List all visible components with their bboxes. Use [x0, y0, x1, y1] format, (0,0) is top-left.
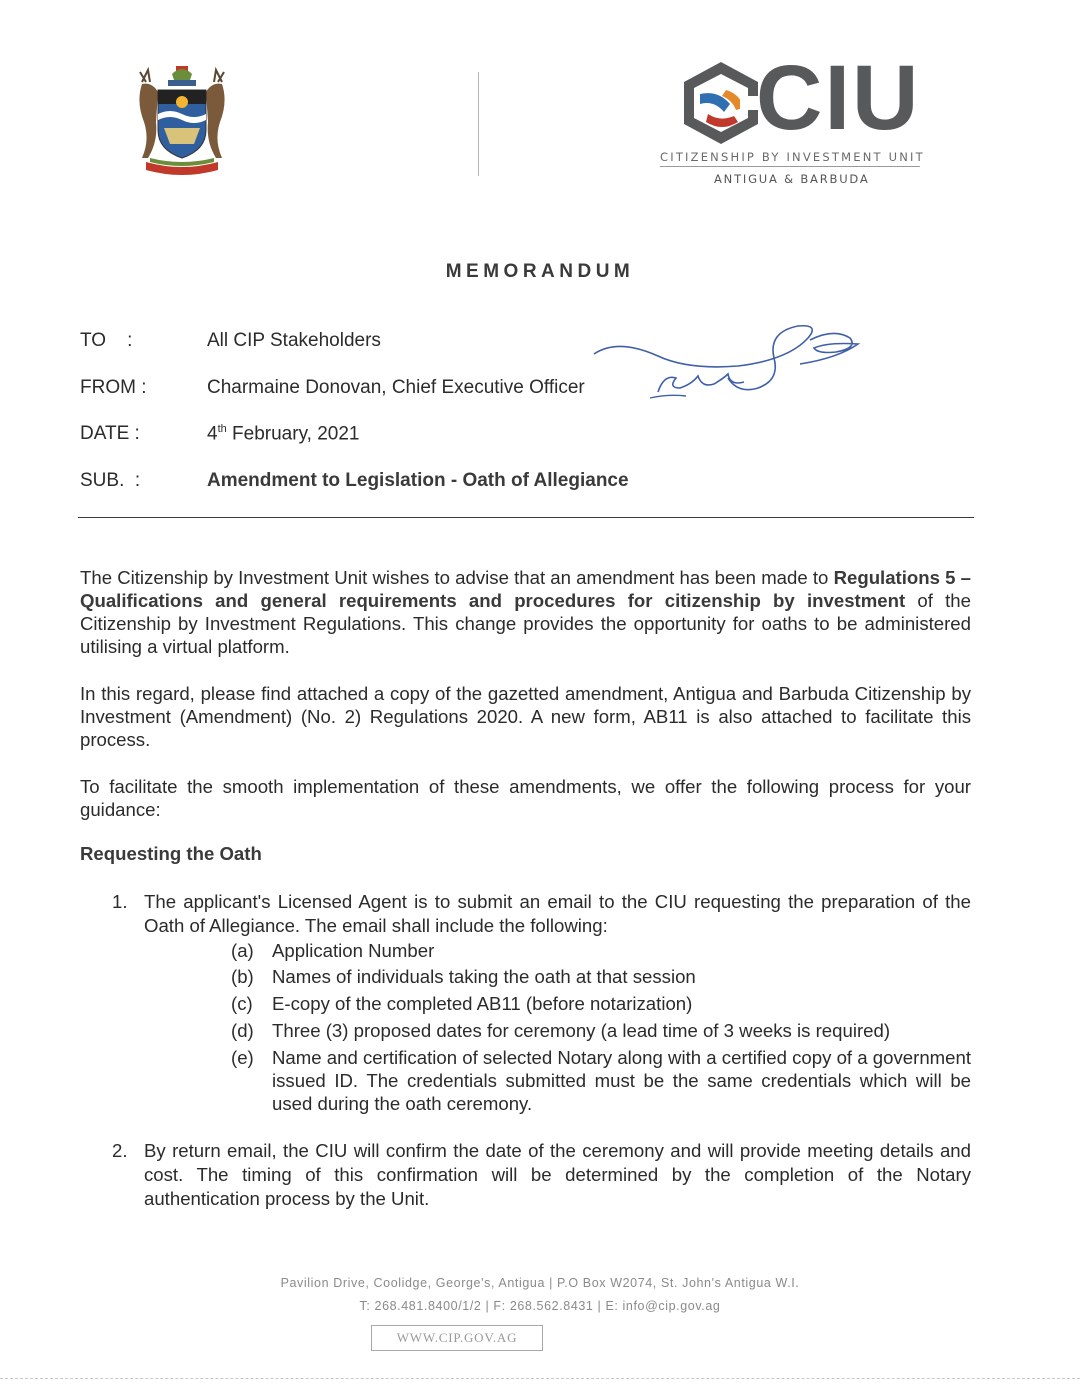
- list-item-text: The applicant's Licensed Agent is to submit an email to the CIU requesting the preparation of the Oath of Allegiance. The email shall include the following:: [144, 891, 971, 936]
- sub-item-text: Names of individuals taking the oath at that session: [272, 966, 696, 987]
- memo-to-label: TO :: [80, 330, 133, 351]
- paragraph-1-start: The Citizenship by Investment Unit wishes to advise that an amendment has been made to: [80, 567, 834, 588]
- memo-title: MEMORANDUM: [445, 261, 635, 282]
- memo-subject-value: Amendment to Legislation - Oath of Allegiance: [207, 470, 629, 491]
- sub-item-letter: (e): [231, 1047, 254, 1068]
- ciu-logo: [660, 47, 925, 190]
- sub-item-text: Name and certification of selected Notary along with a certified copy of a government issued ID. The credentials submitted must be the same credentials which will be used during the oath ceremony.: [272, 1047, 971, 1114]
- handwritten-signature-icon: [588, 318, 864, 408]
- memo-date-suffix: th: [217, 423, 227, 435]
- memo-subject-label: SUB. :: [80, 470, 141, 491]
- memo-date-day: 4: [207, 423, 218, 445]
- list-item-number: 2.: [112, 1140, 128, 1161]
- header-divider: [478, 72, 479, 176]
- sub-item-letter: (c): [231, 993, 253, 1014]
- sub-item-letter: (d): [231, 1020, 254, 1041]
- memo-from-value: Charmaine Donovan, Chief Executive Officer: [207, 377, 585, 398]
- coat-of-arms-icon: [128, 62, 236, 182]
- paragraph-1: [80, 566, 971, 658]
- memo-from-label: FROM :: [80, 377, 147, 398]
- footer-contact: T: 268.481.8400/1/2 | F: 268.562.8431 | E: info@cip.gov.ag: [359, 1299, 721, 1313]
- sub-item-text: Three (3) proposed dates for ceremony (a lead time of 3 weeks is required): [272, 1020, 891, 1041]
- paragraph-1-end: of the Citizenship by Investment Regulations. This change provides the opportunity for oaths to be administered utilising a virtual platform.: [80, 590, 971, 657]
- footer-website[interactable]: WWW.CIP.GOV.AG: [371, 1325, 543, 1351]
- paragraph-2: In this regard, please find attached a copy of the gazetted amendment, Antigua and Barbuda Citizenship by Investment (Amendment) (No. 2) Regulations 2020. A new form, AB11 is also attached to facilitate this process.: [80, 683, 971, 750]
- paragraph-1-bold: Regulations 5 – Qualifications and general requirements and procedures for citizenship by investment: [80, 567, 971, 611]
- sub-item-text: E-copy of the completed AB11 (before notarization): [272, 993, 693, 1014]
- list-item-text: By return email, the CIU will confirm the date of the ceremony and will provide meeting details and cost. The timing of this confirmation will be determined by the completion of the Notary authentication process by the Unit.: [144, 1140, 971, 1209]
- sub-item-letter: (b): [231, 966, 254, 987]
- ciu-logo-text: CIU: [756, 47, 921, 149]
- ciu-logo-tagline: CITIZENSHIP BY INVESTMENT UNIT: [660, 150, 925, 164]
- ciu-hexagon-logo-icon: [678, 60, 764, 146]
- memo-date-label: DATE :: [80, 423, 140, 444]
- ciu-logo-country: ANTIGUA & BARBUDA: [714, 172, 870, 186]
- header-rule: [78, 517, 974, 518]
- memo-to-value: All CIP Stakeholders: [207, 330, 381, 351]
- paragraph-3: To facilitate the smooth implementation of these amendments, we offer the following process for your guidance:: [80, 776, 971, 820]
- ciu-logo-rule: [660, 166, 920, 167]
- footer-address: Pavilion Drive, Coolidge, George's, Antigua | P.O Box W2074, St. John's Antigua W.I.: [280, 1276, 800, 1290]
- sub-item-text: Application Number: [272, 940, 435, 961]
- list-item-number: 1.: [112, 891, 128, 912]
- memo-date-value: [207, 423, 360, 445]
- memo-date-rest: February, 2021: [226, 423, 360, 445]
- sub-item-letter: (a): [231, 940, 254, 961]
- section-heading: Requesting the Oath: [80, 843, 262, 864]
- page-bottom-edge: [0, 1378, 1080, 1380]
